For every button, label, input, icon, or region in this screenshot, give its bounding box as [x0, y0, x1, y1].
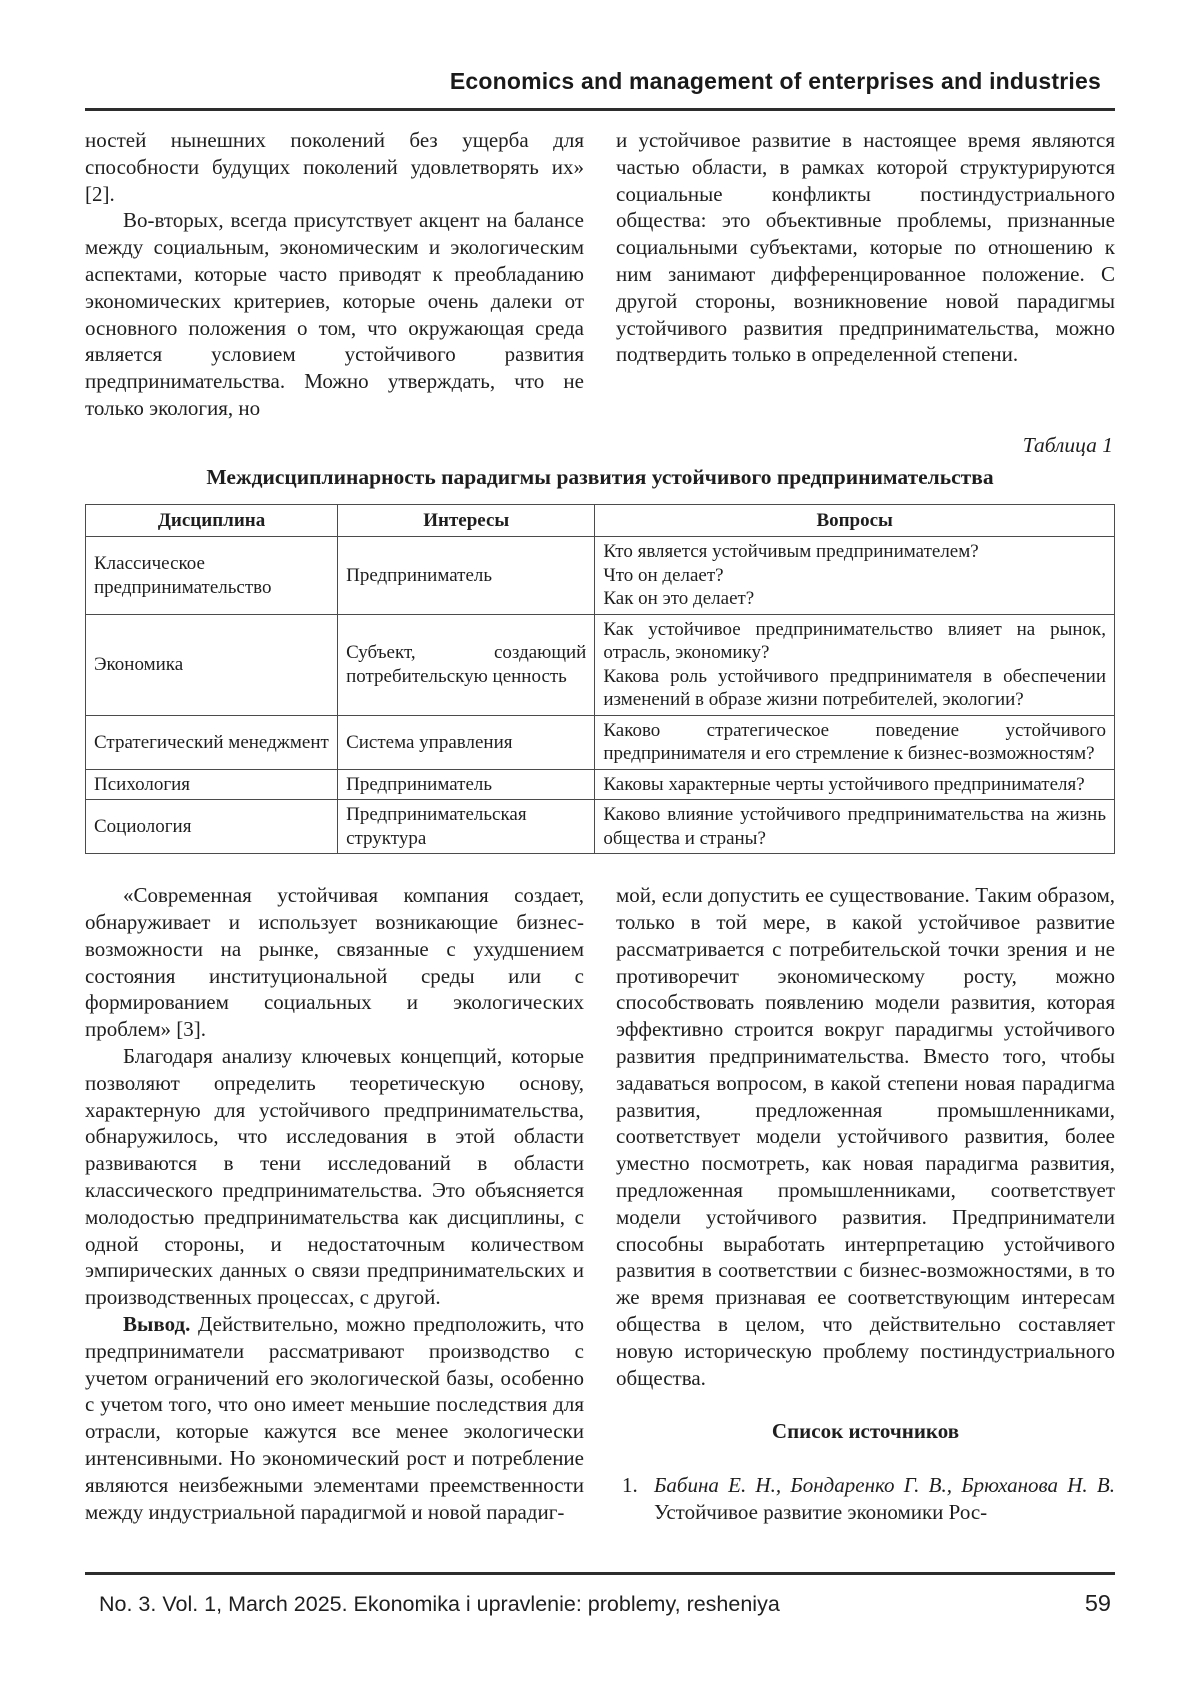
column-header-discipline: Дисциплина: [86, 504, 338, 537]
page-header: [85, 68, 1115, 111]
reference-number: 1.: [622, 1473, 638, 1498]
header-rule: [85, 108, 1115, 111]
question-line: Что он делает?: [603, 564, 724, 586]
reference-text: [654, 1472, 1115, 1526]
table-row: [86, 537, 1115, 615]
questions-cell: [595, 715, 1115, 769]
conclusion-text: Действительно, можно предположить, что предприниматели рассматривают производство с учетом ограничений его экологической базы, особенно с учетом того, что оно имеет меньшие последствия для отрасли, которые кажутся все менее экологически интенсивными. Но экономический рост и потребление являются неизбежными элементами преемственности между индустриальной парадигмой и новой парадиг-: [85, 1312, 584, 1524]
paragraph: Во-вторых, всегда присутствует акцент на балансе между социальным, экономическим и экологическим аспектами, которые часто приводят к преобладанию экономических критериев, которые очень далеки от основного положения о том, что окружающая среда является условием устойчивого развития предпринимательства. Можно утверждать, что не только экология, но: [85, 208, 584, 420]
right-column-bottom: [616, 882, 1115, 1526]
table-row: [86, 769, 1115, 800]
question-line: Каковы характерные черты устойчивого предпринимателя?: [603, 773, 1085, 795]
left-column-top: [85, 127, 584, 422]
footer-rule: [85, 1572, 1115, 1575]
bottom-text-columns: [85, 882, 1115, 1526]
column-header-interests: Интересы: [338, 504, 595, 537]
interests-cell: Предприниматель: [338, 537, 595, 615]
question-line: Как он это делает?: [603, 588, 755, 610]
paragraph-continuation: и устойчивое развитие в настоящее время являются частью области, в рамках которой структурируются социальные конфликты постиндустриального общества: это объективные проблемы, признанные социальными субъектами, которые по отношению к ним занимают дифференцированное положение. С другой стороны, возникновение новой парадигмы устойчивого развития предпринимательства, можно подтвердить только в определенной степени.: [616, 128, 1115, 367]
questions-cell: [595, 769, 1115, 800]
questions-cell: [595, 800, 1115, 854]
table-row: [86, 800, 1115, 854]
interdisciplinarity-table: [85, 504, 1115, 855]
sources-heading: Список источников: [771, 1419, 960, 1444]
journal-info: No. 3. Vol. 1, March 2025. Ekonomika i upravlenie: problemy, resheniya: [99, 1592, 780, 1616]
discipline-cell: Классическое предпринимательство: [86, 537, 338, 615]
conclusion-label: Вывод.: [123, 1312, 191, 1337]
discipline-cell: Экономика: [86, 614, 338, 715]
table-header-row: [86, 504, 1115, 537]
page-footer: [85, 1572, 1115, 1617]
interests-cell: Субъект, создающий потребительскую ценность: [338, 614, 595, 715]
interests-cell: Система управления: [338, 715, 595, 769]
table-row: [86, 715, 1115, 769]
conclusion-paragraph: [85, 1311, 584, 1525]
question-line: Каково стратегическое поведение устойчивого предпринимателя и его стремление к бизнес-возможностям?: [603, 719, 1106, 765]
column-header-questions: Вопросы: [595, 504, 1115, 537]
question-line: Каково влияние устойчивого предпринимательства на жизнь общества и страны?: [603, 804, 1106, 849]
question-line: Какова роль устойчивого предпринимателя в обеспечении изменений в образе жизни потребителей, экологии?: [603, 665, 1106, 711]
top-text-columns: [85, 127, 1115, 422]
reference-title: Устойчивое развитие экономики Рос-: [654, 1500, 988, 1524]
paragraph-continuation: мой, если допустить ее существование. Таким образом, только в той мере, в какой устойчивое развитие рассматривается с потребительской точки зрения и не противоречит экономическому росту, можно способствовать появлению модели развития, которая эффективно строится вокруг парадигмы устойчивого развития предпринимательства. Вместо того, чтобы задаваться вопросом, в какой степени новая парадигма развития, предложенная промышленниками, соответствует модели устойчивого развития, более уместно посмотреть, как новая парадигма развития, предложенная промышленниками, соответствует модели устойчивого развития. Предприниматели способны выработать интерпретацию устойчивого развития в соответствии с бизнес-возможностями, в то же время признавая ее соответствующим интересам общества в целом, что действительно составляет новую историческую проблему постиндустриального общества.: [616, 883, 1115, 1390]
discipline-cell: Социология: [86, 800, 338, 854]
interests-cell: Предпринимательская структура: [338, 800, 595, 854]
discipline-cell: Стратегический менеджмент: [86, 715, 338, 769]
question-line: Как устойчивое предпринимательство влияет на рынок, отрасль, экономику?: [603, 618, 1106, 664]
paragraph-continuation: ностей нынешних поколений без ущерба для способности будущих поколений удовлетворять их» [2].: [85, 128, 584, 206]
page-number: 59: [1084, 1590, 1111, 1616]
questions-cell: [595, 537, 1115, 615]
table-title: Междисциплинарность парадигмы развития устойчивого предпринимательства: [206, 464, 994, 489]
paragraph: «Современная устойчивая компания создает, обнаруживает и использует возникающие бизнес-возможности на рынке, связанные с ухудшением состояния институциональной среды или с формированием социальных и экологических проблем» [3].: [85, 883, 584, 1042]
running-head: Economics and management of enterprises and industries: [449, 68, 1101, 94]
discipline-cell: Психология: [86, 769, 338, 800]
table-row: [86, 614, 1115, 715]
reference-authors: Бабина Е. Н., Бондаренко Г. В., Брюханова Н. В.: [654, 1473, 1115, 1498]
right-column-top: [616, 127, 1115, 422]
interests-cell: Предприниматель: [338, 769, 595, 800]
paragraph: Благодаря анализу ключевых концепций, которые позволяют определить теоретическую основу, характерную для устойчивого предпринимательства, обнаружилось, что исследования в этой области развиваются в тени исследований в области классического предпринимательства. Это объясняется молодостью предпринимательства как дисциплины, с одной стороны, и недостаточным количеством эмпирических данных о связи предпринимательских и производственных процессах, с другой.: [85, 1044, 584, 1310]
footer-row: [85, 1590, 1115, 1617]
questions-cell: [595, 614, 1115, 715]
table-caption: Таблица 1: [1022, 432, 1113, 457]
question-line: Кто является устойчивым предпринимателем?: [603, 541, 979, 563]
reference-item: [616, 1472, 1115, 1526]
left-column-bottom: [85, 882, 584, 1526]
